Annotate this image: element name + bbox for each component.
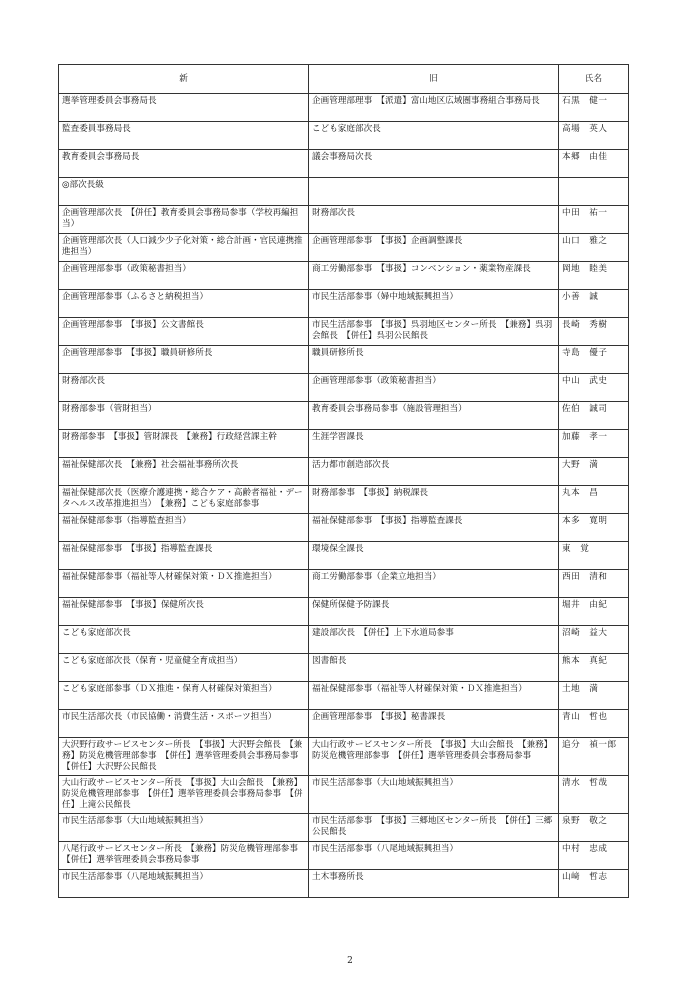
column-header-name: 氏名 (559, 65, 629, 94)
table-row (59, 234, 629, 262)
table-row (59, 626, 629, 654)
table-row (59, 402, 629, 430)
new-position-cell: 企画管理部次長 【併任】教育委員会事務局参事（学校再編担当） (59, 206, 309, 234)
person-name-cell: 小善 誠 (559, 290, 629, 318)
old-position-cell: 土木事務所長 (309, 870, 559, 898)
new-position-cell: 教育委員会事務局長 (59, 150, 309, 178)
new-position-cell: 企画管理部参事 【事扱】公文書館長 (59, 318, 309, 346)
person-name-cell: 長崎 秀樹 (559, 318, 629, 346)
old-position-cell: 企画管理部理事 【派遣】富山地区広域圏事務組合事務局長 (309, 94, 559, 122)
personnel-change-table (58, 64, 629, 898)
person-name-cell: 東 覚 (559, 542, 629, 570)
new-position-cell: 八尾行政サービスセンター所長 【兼務】防災危機管理部参事 【併任】選挙管理委員会事務局参事 (59, 842, 309, 870)
new-position-cell: こども家庭部次長 (59, 626, 309, 654)
old-position-cell: 図書館長 (309, 654, 559, 682)
new-position-cell: 財務部参事 【事扱】管財課長 【兼務】行政経営課主幹 (59, 430, 309, 458)
old-position-cell: 大山行政サービスセンター所長 【事扱】大山会館長 【兼務】防災危機管理部参事 【併任】選挙管理委員会事務局参事 (309, 738, 559, 776)
person-name-cell: 中山 武史 (559, 374, 629, 402)
new-position-cell: 福祉保健部参事 【事扱】指導監査課長 (59, 542, 309, 570)
old-position-cell: 市民生活部参事 【事扱】三郷地区センター所長 【併任】三郷公民館長 (309, 814, 559, 842)
person-name-cell: 本郷 由佳 (559, 150, 629, 178)
person-name-cell: 中村 忠成 (559, 842, 629, 870)
new-position-cell: こども家庭部次長（保育・児童健全育成担当） (59, 654, 309, 682)
old-position-cell: 商工労働部参事（企業立地担当） (309, 570, 559, 598)
old-position-cell: 環境保全課長 (309, 542, 559, 570)
table-row (59, 654, 629, 682)
old-position-cell: 福祉保健部参事 【事扱】指導監査課長 (309, 514, 559, 542)
page-number: 2 (347, 956, 353, 966)
person-name-cell: 佐伯 誠司 (559, 402, 629, 430)
table-row (59, 374, 629, 402)
old-position-cell: 財務部参事 【事扱】納税課長 (309, 486, 559, 514)
table-row (59, 290, 629, 318)
person-name-cell: 清水 哲哉 (559, 776, 629, 814)
old-position-cell (309, 178, 559, 206)
old-position-cell: こども家庭部次長 (309, 122, 559, 150)
table-row (59, 206, 629, 234)
new-position-cell: 企画管理部参事 【事扱】職員研修所長 (59, 346, 309, 374)
person-name-cell: 堀井 由紀 (559, 598, 629, 626)
table-row (59, 710, 629, 738)
person-name-cell: 西田 清和 (559, 570, 629, 598)
table-row (59, 814, 629, 842)
old-position-cell: 企画管理部参事（政策秘書担当） (309, 374, 559, 402)
old-position-cell: 企画管理部参事 【事扱】秘書課長 (309, 710, 559, 738)
table-row (59, 870, 629, 898)
person-name-cell: 青山 哲也 (559, 710, 629, 738)
old-position-cell: 生涯学習課長 (309, 430, 559, 458)
person-name-cell: 石黒 健一 (559, 94, 629, 122)
table-row (59, 430, 629, 458)
old-position-cell: 商工労働部参事 【事扱】コンベンション・薬業物産課長 (309, 262, 559, 290)
new-position-cell: 選挙管理委員会事務局長 (59, 94, 309, 122)
table-row (59, 842, 629, 870)
person-name-cell: 寺島 優子 (559, 346, 629, 374)
old-position-cell: 教育委員会事務局参事（施設管理担当） (309, 402, 559, 430)
new-position-cell: こども家庭部参事（ＤＸ推進・保育人材確保対策担当） (59, 682, 309, 710)
new-position-cell: 市民生活部参事（大山地域振興担当） (59, 814, 309, 842)
old-position-cell: 市民生活部参事（婦中地域振興担当） (309, 290, 559, 318)
table-row (59, 738, 629, 776)
table-row (59, 346, 629, 374)
old-position-cell: 財務部次長 (309, 206, 559, 234)
new-position-cell: 福祉保健部参事（福祉等人材確保対策・ＤＸ推進担当） (59, 570, 309, 598)
person-name-cell: 岡地 睦美 (559, 262, 629, 290)
old-position-cell: 保健所保健予防課長 (309, 598, 559, 626)
table-row (59, 776, 629, 814)
table-row (59, 122, 629, 150)
person-name-cell: 丸本 昌 (559, 486, 629, 514)
old-position-cell: 市民生活部参事 【事扱】呉羽地区センター所長 【兼務】呉羽会館長 【併任】呉羽公民館長 (309, 318, 559, 346)
person-name-cell: 加藤 孝一 (559, 430, 629, 458)
table-header-row (59, 65, 629, 94)
person-name-cell: 山﨑 哲志 (559, 870, 629, 898)
old-position-cell: 福祉保健部参事（福祉等人材確保対策・ＤＸ推進担当） (309, 682, 559, 710)
person-name-cell: 高場 英人 (559, 122, 629, 150)
table-row (59, 598, 629, 626)
table-row (59, 262, 629, 290)
new-position-cell: 大山行政サービスセンター所長 【事扱】大山会館長 【兼務】防災危機管理部参事 【併任】選挙管理委員会事務局参事 【併任】上滝公民館長 (59, 776, 309, 814)
person-name-cell: 熊本 真紀 (559, 654, 629, 682)
person-name-cell: 大野 満 (559, 458, 629, 486)
old-position-cell: 市民生活部参事（大山地域振興担当） (309, 776, 559, 814)
table-row (59, 542, 629, 570)
new-position-cell: 監査委員事務局長 (59, 122, 309, 150)
table-row (59, 94, 629, 122)
new-position-cell: 市民生活部参事（八尾地域振興担当） (59, 870, 309, 898)
section-heading: ◎部次長級 (59, 178, 309, 206)
old-position-cell: 活力都市創造部次長 (309, 458, 559, 486)
old-position-cell: 議会事務局次長 (309, 150, 559, 178)
person-name-cell: 本多 寛明 (559, 514, 629, 542)
table-row (59, 150, 629, 178)
person-name-cell: 土地 満 (559, 682, 629, 710)
new-position-cell: 財務部次長 (59, 374, 309, 402)
person-name-cell: 中田 祐一 (559, 206, 629, 234)
column-header-new: 新 (59, 65, 309, 94)
old-position-cell: 建設部次長 【併任】上下水道局参事 (309, 626, 559, 654)
section-heading-row (59, 178, 629, 206)
table-row (59, 486, 629, 514)
new-position-cell: 市民生活部次長（市民協働・消費生活・スポーツ担当） (59, 710, 309, 738)
new-position-cell: 福祉保健部参事（指導監査担当） (59, 514, 309, 542)
table-row (59, 570, 629, 598)
old-position-cell: 市民生活部参事（八尾地域振興担当） (309, 842, 559, 870)
table-row (59, 318, 629, 346)
table-row (59, 682, 629, 710)
column-header-old: 旧 (309, 65, 559, 94)
new-position-cell: 大沢野行政サービスセンター所長 【事扱】大沢野会館長 【兼務】防災危機管理部参事 【併任】選挙管理委員会事務局参事 【併任】大沢野公民館長 (59, 738, 309, 776)
person-name-cell: 沼崎 益大 (559, 626, 629, 654)
new-position-cell: 企画管理部参事（ふるさと納税担当） (59, 290, 309, 318)
table-row (59, 514, 629, 542)
new-position-cell: 財務部参事（管財担当） (59, 402, 309, 430)
new-position-cell: 企画管理部参事（政策秘書担当） (59, 262, 309, 290)
person-name-cell: 追分 禎一郎 (559, 738, 629, 776)
table-row (59, 458, 629, 486)
old-position-cell: 企画管理部参事 【事扱】企画調整課長 (309, 234, 559, 262)
person-name-cell: 山口 雅之 (559, 234, 629, 262)
old-position-cell: 職員研修所長 (309, 346, 559, 374)
person-name-cell: 泉野 敬之 (559, 814, 629, 842)
new-position-cell: 福祉保健部次長（医療介護連携・総合ケア・高齢者福祉・データヘルス改革推進担当） 【兼務】こども家庭部参事 (59, 486, 309, 514)
person-name-cell (559, 178, 629, 206)
new-position-cell: 企画管理部次長（人口減少少子化対策・総合計画・官民連携推進担当） (59, 234, 309, 262)
new-position-cell: 福祉保健部参事 【事扱】保健所次長 (59, 598, 309, 626)
new-position-cell: 福祉保健部次長 【兼務】社会福祉事務所次長 (59, 458, 309, 486)
